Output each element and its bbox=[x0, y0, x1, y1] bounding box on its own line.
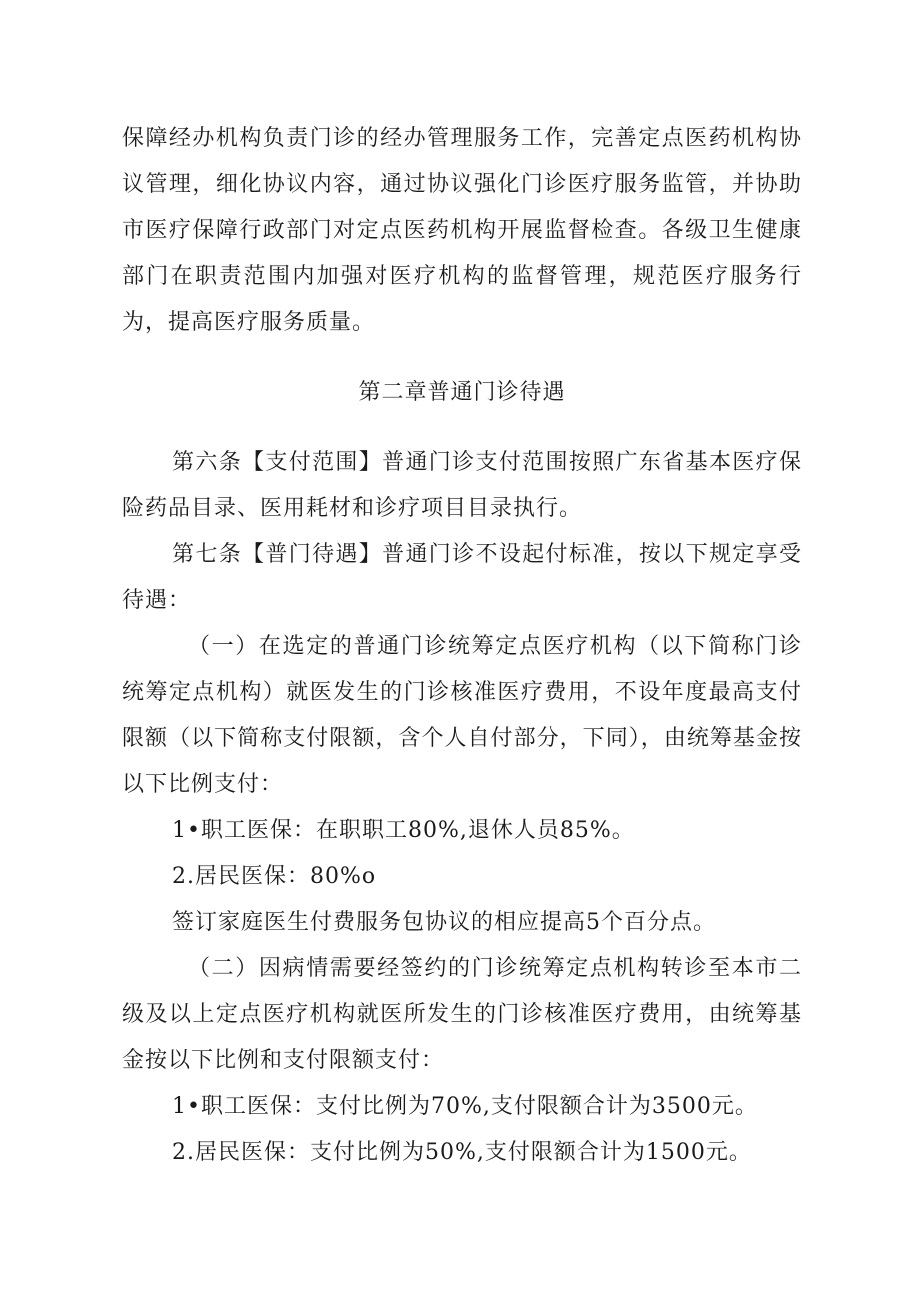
item-1: （一）在选定的普通门诊统筹定点医疗机构（以下简称门诊统筹定点机构）就医发生的门诊核准医疗费用，不设年度最高支付限额（以下简称支付限额，含个人自付部分，下同），由统筹基金按以下比例支付： bbox=[122, 634, 802, 797]
item-2-sub-2: 2.居民医保：支付比例为50%,支付限额合计为1500元。 bbox=[172, 1140, 752, 1165]
document-page bbox=[122, 116, 802, 1176]
item-2: （二）因病情需要经签约的门诊统筹定点机构转诊至本市二级及以上定点医疗机构就医所发生的门诊核准医疗费用，由统筹基金按以下比例和支付限额支付： bbox=[122, 956, 802, 1073]
item-1-note: 签订家庭医生付费服务包协议的相应提高5个百分点。 bbox=[172, 910, 716, 935]
item-1-sub-1: 1•职工医保：在职职工80%,退休人员85%。 bbox=[172, 818, 635, 843]
article-7: 第七条【普门待遇】普通门诊不设起付标准，按以下规定享受待遇： bbox=[122, 542, 802, 613]
item-2-sub-1: 1•职工医保：支付比例为70%,支付限额合计为3500元。 bbox=[172, 1094, 758, 1119]
intro-paragraph: 保障经办机构负责门诊的经办管理服务工作，完善定点医药机构协议管理，细化协议内容，通过协议强化门诊医疗服务监管，并协助市医疗保障行政部门对定点医药机构开展监督检查。各级卫生健康部门在职责范围内加强对医疗机构的监督管理，规范医疗服务行为，提高医疗服务质量。 bbox=[122, 126, 802, 335]
article-6: 第六条【支付范围】普通门诊支付范围按照广东省基本医疗保险药品目录、医用耗材和诊疗项目目录执行。 bbox=[122, 450, 802, 521]
chapter-title: 第二章普通门诊待遇 bbox=[358, 380, 566, 405]
item-1-sub-2: 2.居民医保：80%o bbox=[172, 864, 377, 889]
